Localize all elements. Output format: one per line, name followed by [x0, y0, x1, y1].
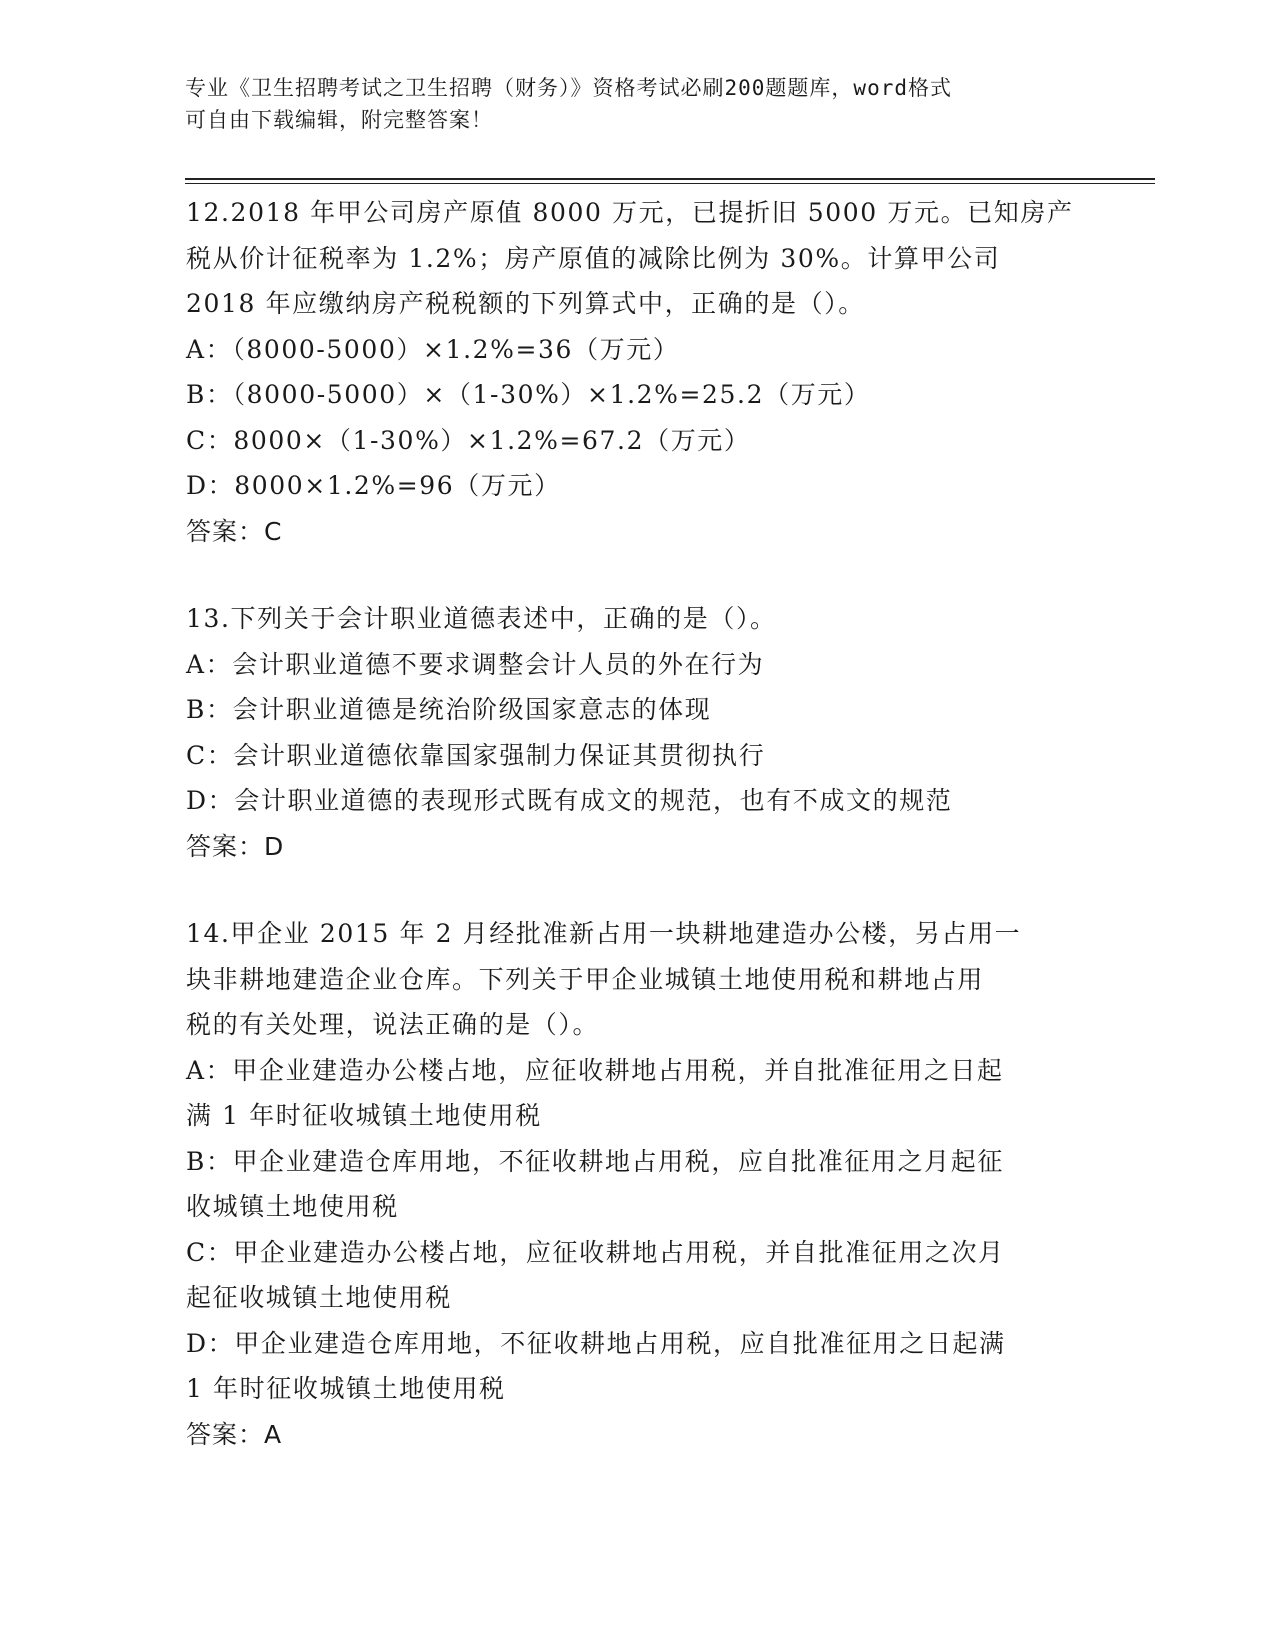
question-stem-line: 税的有关处理，说法正确的是（）。 — [186, 1010, 600, 1039]
question-stem-line: 13.下列关于会计职业道德表述中，正确的是（）。 — [186, 604, 777, 633]
question-stem-line: 税从价计征税率为 1.2%；房产原值的减除比例为 30%。计算甲公司 — [186, 243, 1001, 273]
question-stem-line: 12.2018 年甲公司房产原值 8000 万元，已提折旧 5000 万元。已知房产 — [186, 198, 1074, 227]
question-12 — [186, 190, 1086, 554]
option-d: D：甲企业建造仓库用地，不征收耕地占用税，应自批准征用之日起满 — [186, 1328, 1006, 1358]
question-13 — [186, 596, 1086, 869]
answer-label: 答案：C — [186, 516, 283, 546]
header-line: 可自由下载编辑，附完整答案！ — [185, 108, 493, 132]
option-c-continued: 起征收城镇土地使用税 — [186, 1283, 453, 1312]
option-a: A：甲企业建造办公楼占地，应征收耕地占用税，并自批准征用之日起 — [186, 1055, 1004, 1085]
option-c: C：8000×（1-30%）×1.2%=67.2（万元） — [186, 425, 751, 455]
header-divider-thick — [185, 178, 1155, 180]
answer-label: 答案：A — [186, 1419, 283, 1449]
answer-label: 答案：D — [186, 831, 285, 861]
option-d-continued: 1 年时征收城镇土地使用税 — [186, 1374, 506, 1403]
option-a: A：（8000-5000）×1.2%=36（万元） — [186, 334, 680, 364]
option-d: D：8000×1.2%=96（万元） — [186, 471, 561, 500]
option-b: B：（8000-5000）×（1-30%）×1.2%=25.2（万元） — [186, 380, 871, 409]
question-stem-line: 2018 年应缴纳房产税税额的下列算式中，正确的是（）。 — [186, 289, 865, 318]
option-a: A：会计职业道德不要求调整会计人员的外在行为 — [186, 649, 765, 679]
header-line: 专业《卫生招聘考试之卫生招聘（财务）》资格考试必刷200题题库，word格式 — [185, 76, 952, 100]
question-stem-line: 块非耕地建造企业仓库。下列关于甲企业城镇土地使用税和耕地占用 — [186, 964, 985, 994]
option-b-continued: 收城镇土地使用税 — [186, 1192, 399, 1221]
option-d: D：会计职业道德的表现形式既有成文的规范，也有不成文的规范 — [186, 786, 953, 815]
document-header — [185, 72, 1065, 136]
question-14 — [186, 911, 1086, 1457]
question-list — [186, 190, 1086, 1457]
option-c: C：甲企业建造办公楼占地，应征收耕地占用税，并自批准征用之次月 — [186, 1237, 1005, 1267]
option-a-continued: 满 1 年时征收城镇土地使用税 — [186, 1101, 542, 1130]
header-divider-thin — [185, 183, 1155, 184]
option-c: C：会计职业道德依靠国家强制力保证其贯彻执行 — [186, 740, 766, 770]
question-stem-line: 14.甲企业 2015 年 2 月经批准新占用一块耕地建造办公楼，另占用一 — [186, 919, 1022, 948]
option-b: B：甲企业建造仓库用地，不征收耕地占用税，应自批准征用之月起征 — [186, 1146, 1004, 1176]
option-b: B：会计职业道德是统治阶级国家意志的体现 — [186, 695, 712, 724]
